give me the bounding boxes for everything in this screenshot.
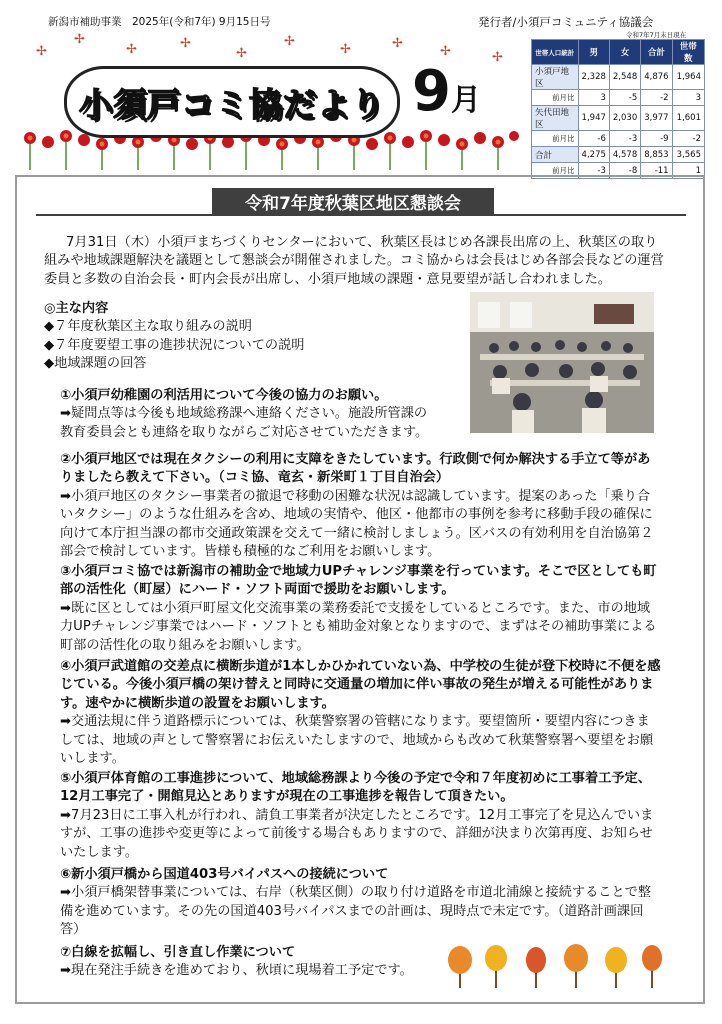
qa-question: ③小須戸コミ協では新潟市の補助金で地域力UPチャレンジ事業を行っています。そこで区としても町部の活性化（町屋）にハード・ソフト両面で援助をお願いします。 [60,564,657,598]
row-label: 前月比 [532,90,579,106]
table-header-row [532,40,705,65]
dragonfly-icon: ✢ [440,44,451,59]
table-cell: -9 [641,131,672,147]
table-cell: 2,328 [578,65,609,90]
agenda-title: ◎主な内容 [44,301,109,316]
table-cell: 3 [672,90,704,106]
dragonfly-icon: ✢ [126,42,137,57]
table-cell: -3 [578,163,609,179]
qa-answer: ➡7月23日に工事入札が行われ、請負工事業者が決定したところです。12月工事完了を見込んでいますが、工事の進捗や変更等によって前後する場合もありますので、詳細が決まり次第再度、お知らせいたします。 [60,807,654,860]
stats-as-of: 令和7年7月末日現在 [626,31,687,39]
qa-answer: ➡疑問点等は今後も地域総務課へ連絡ください。施設所管課の教育委員会とも連絡を取りながらご対応させていただきます。 [60,406,429,440]
qa-answer: ➡小須戸橋架替事業については、右岸（秋葉区側）の取り付け道路を市道北浦線と接続することで整備を進めています。その先の国道403号バイパスまでの計画は、現時点で未定です。（道路計画課回答） [60,885,652,938]
newsletter-title: 小須戸コミ協だより [79,84,385,124]
agenda-item: ◆地域課題の回答 [44,356,147,372]
agenda-item: ◆７年度要望工事の進捗状況についての説明 [44,337,305,353]
autumn-tree-icon [444,944,666,990]
dragonfly-icon: ✢ [180,36,191,51]
month-number: 9 [412,59,451,124]
table-cell: 4,876 [641,65,672,90]
table-row [532,65,705,90]
row-label: 矢代田地区 [532,106,579,131]
qa-item [60,770,662,862]
article-intro: 7月31日（木）小須戸まちづくりセンターにおいて、秋葉区長はじめ各課長出席の上、秋葉区の取り組みや地域課題解決を議題として懇談会が開催されました。コミ協からは会長はじめ各部会長などの運営委員と多数の自治会長・町内会長が出席し、小須戸地域の課題・意見要望が話し合われました。 [44,235,664,287]
qa-question: ④小須戸武道館の交差点に横断歩道が1本しかひかれていない為、中学校の生徒が登下校時に不便を感じている。今後小須戸橋の架け替えと同時に交通量の増加に伴い事故の発生が増える可能性があります。速やかに横断歩道の設置をお願いします。 [60,659,661,711]
title-bubble [64,66,400,138]
row-label: 前月比 [532,163,579,179]
table-cell: 4,578 [609,147,640,163]
publisher: 発行者/小須戸コミュニティ協議会 [478,15,654,29]
column-header: 世帯数 [672,40,704,65]
qa-question: ⑤小須戸体育館の工事進捗について、地域総務課より今後の予定で令和７年度初めに工事着工予定、12月工事完了・開館見込とありますが現在の工事進捗を報告して頂きたい。 [60,771,651,805]
population-table [531,39,705,179]
qa-item [60,387,662,442]
table-cell: 1 [672,163,704,179]
agenda [44,300,464,374]
autumn-trees [444,944,666,990]
table-cell: 4,275 [578,147,609,163]
qa-question: ⑦白線を拡幅し、引き直し作業について [60,945,296,960]
qa-item [60,866,662,940]
table-cell: 3,565 [672,147,704,163]
qa-item [60,658,662,768]
qa-question: ①小須戸幼稚園の利活用について今後の協力のお願い。 [60,388,388,403]
table-cell: -2 [672,131,704,147]
qa-question: ②小須戸地区では現在タクシーの利用に支障をきたしています。行政側で何か解決する手立て等がありましたら教えて下さい。（コミ協、竜玄・新栄町１丁目自治会） [60,452,651,486]
row-label: 前月比 [532,131,579,147]
dragonfly-icon: ✢ [74,32,85,47]
row-label: 合計 [532,147,579,163]
dragonfly-icon: ✢ [236,46,247,61]
dragonfly-icon: ✢ [492,50,503,65]
issue-info: 新潟市補助事業 2025年(令和7年) 9月15日号 [48,16,271,28]
qa-answer: ➡小須戸地区のタクシー事業者の撤退で移動の困難な状況は認識しています。提案のあった「乗り合いタクシー」のような仕組みを含め、地域の実情や、他区・他都市の事例を参考に移動手段の確保に向けて本庁担当課の都市交通政策課を交えて一緒に検討しましょう。区バスの有効利用を自治協第２部会で検討しています。皆様も積極的なご利用をお願いします。 [60,488,654,560]
table-cell: -8 [609,163,640,179]
column-header: 世帯人口統計 [532,40,579,65]
qa-item [60,451,662,561]
column-header: 男 [578,40,609,65]
qa-question: ⑥新小須戸橋から国道403号バイパスへの接続について [60,867,389,882]
table-cell: 1,601 [672,106,704,131]
qa-item [60,563,662,655]
row-label: 小須戸地区 [532,65,579,90]
dragonfly-icon: ✢ [340,42,351,57]
qa-answer: ➡現在発注手続きを進めており、秋頃に現場着工予定です。 [60,963,413,979]
dragonfly-icon: ✢ [36,44,47,59]
table-cell: -11 [641,163,672,179]
agenda-item: ◆７年度秋葉区主な取り組みの説明 [44,319,252,335]
table-cell: 3 [578,90,609,106]
dragonfly-icon: ✢ [284,34,295,49]
month-suffix: 月 [450,83,481,118]
dragonfly-icon: ✢ [392,36,403,51]
qa-answer: ➡既に区としては小須戸町屋文化交流事業の業務委託で支援をしているところです。また、市の地域力UPチャレンジ事業ではハード・ソフトとも補助金対象となりますので、まずはその補助事業による町部の活性化の取り組みをお願いします。 [60,600,657,653]
table-cell: -6 [578,131,609,147]
table-cell: 3,977 [641,106,672,131]
table-cell: 8,853 [641,147,672,163]
table-row [532,106,705,131]
table-cell: -5 [609,90,640,106]
table-cell: 1,964 [672,65,704,90]
table-row [532,147,705,163]
column-header: 合計 [641,40,672,65]
month-label [412,59,481,124]
table-row [532,131,705,147]
column-header: 女 [609,40,640,65]
table-cell: -3 [609,131,640,147]
table-cell: 2,030 [609,106,640,131]
qa-answer: ➡交通法規に伴う道路標示については、秋葉警察署の管轄になります。要望箇所・要望内容につきましては、地域の声として警察署にお伝えいたしますので、地域からも改めて秋葉警察署へ要望をお願いします。 [60,714,654,767]
table-cell: -2 [641,90,672,106]
article-heading: 令和7年度秋葉区地区懇談会 [212,188,494,215]
table-cell: 2,548 [609,65,640,90]
table-cell: 1,947 [578,106,609,131]
table-row [532,90,705,106]
